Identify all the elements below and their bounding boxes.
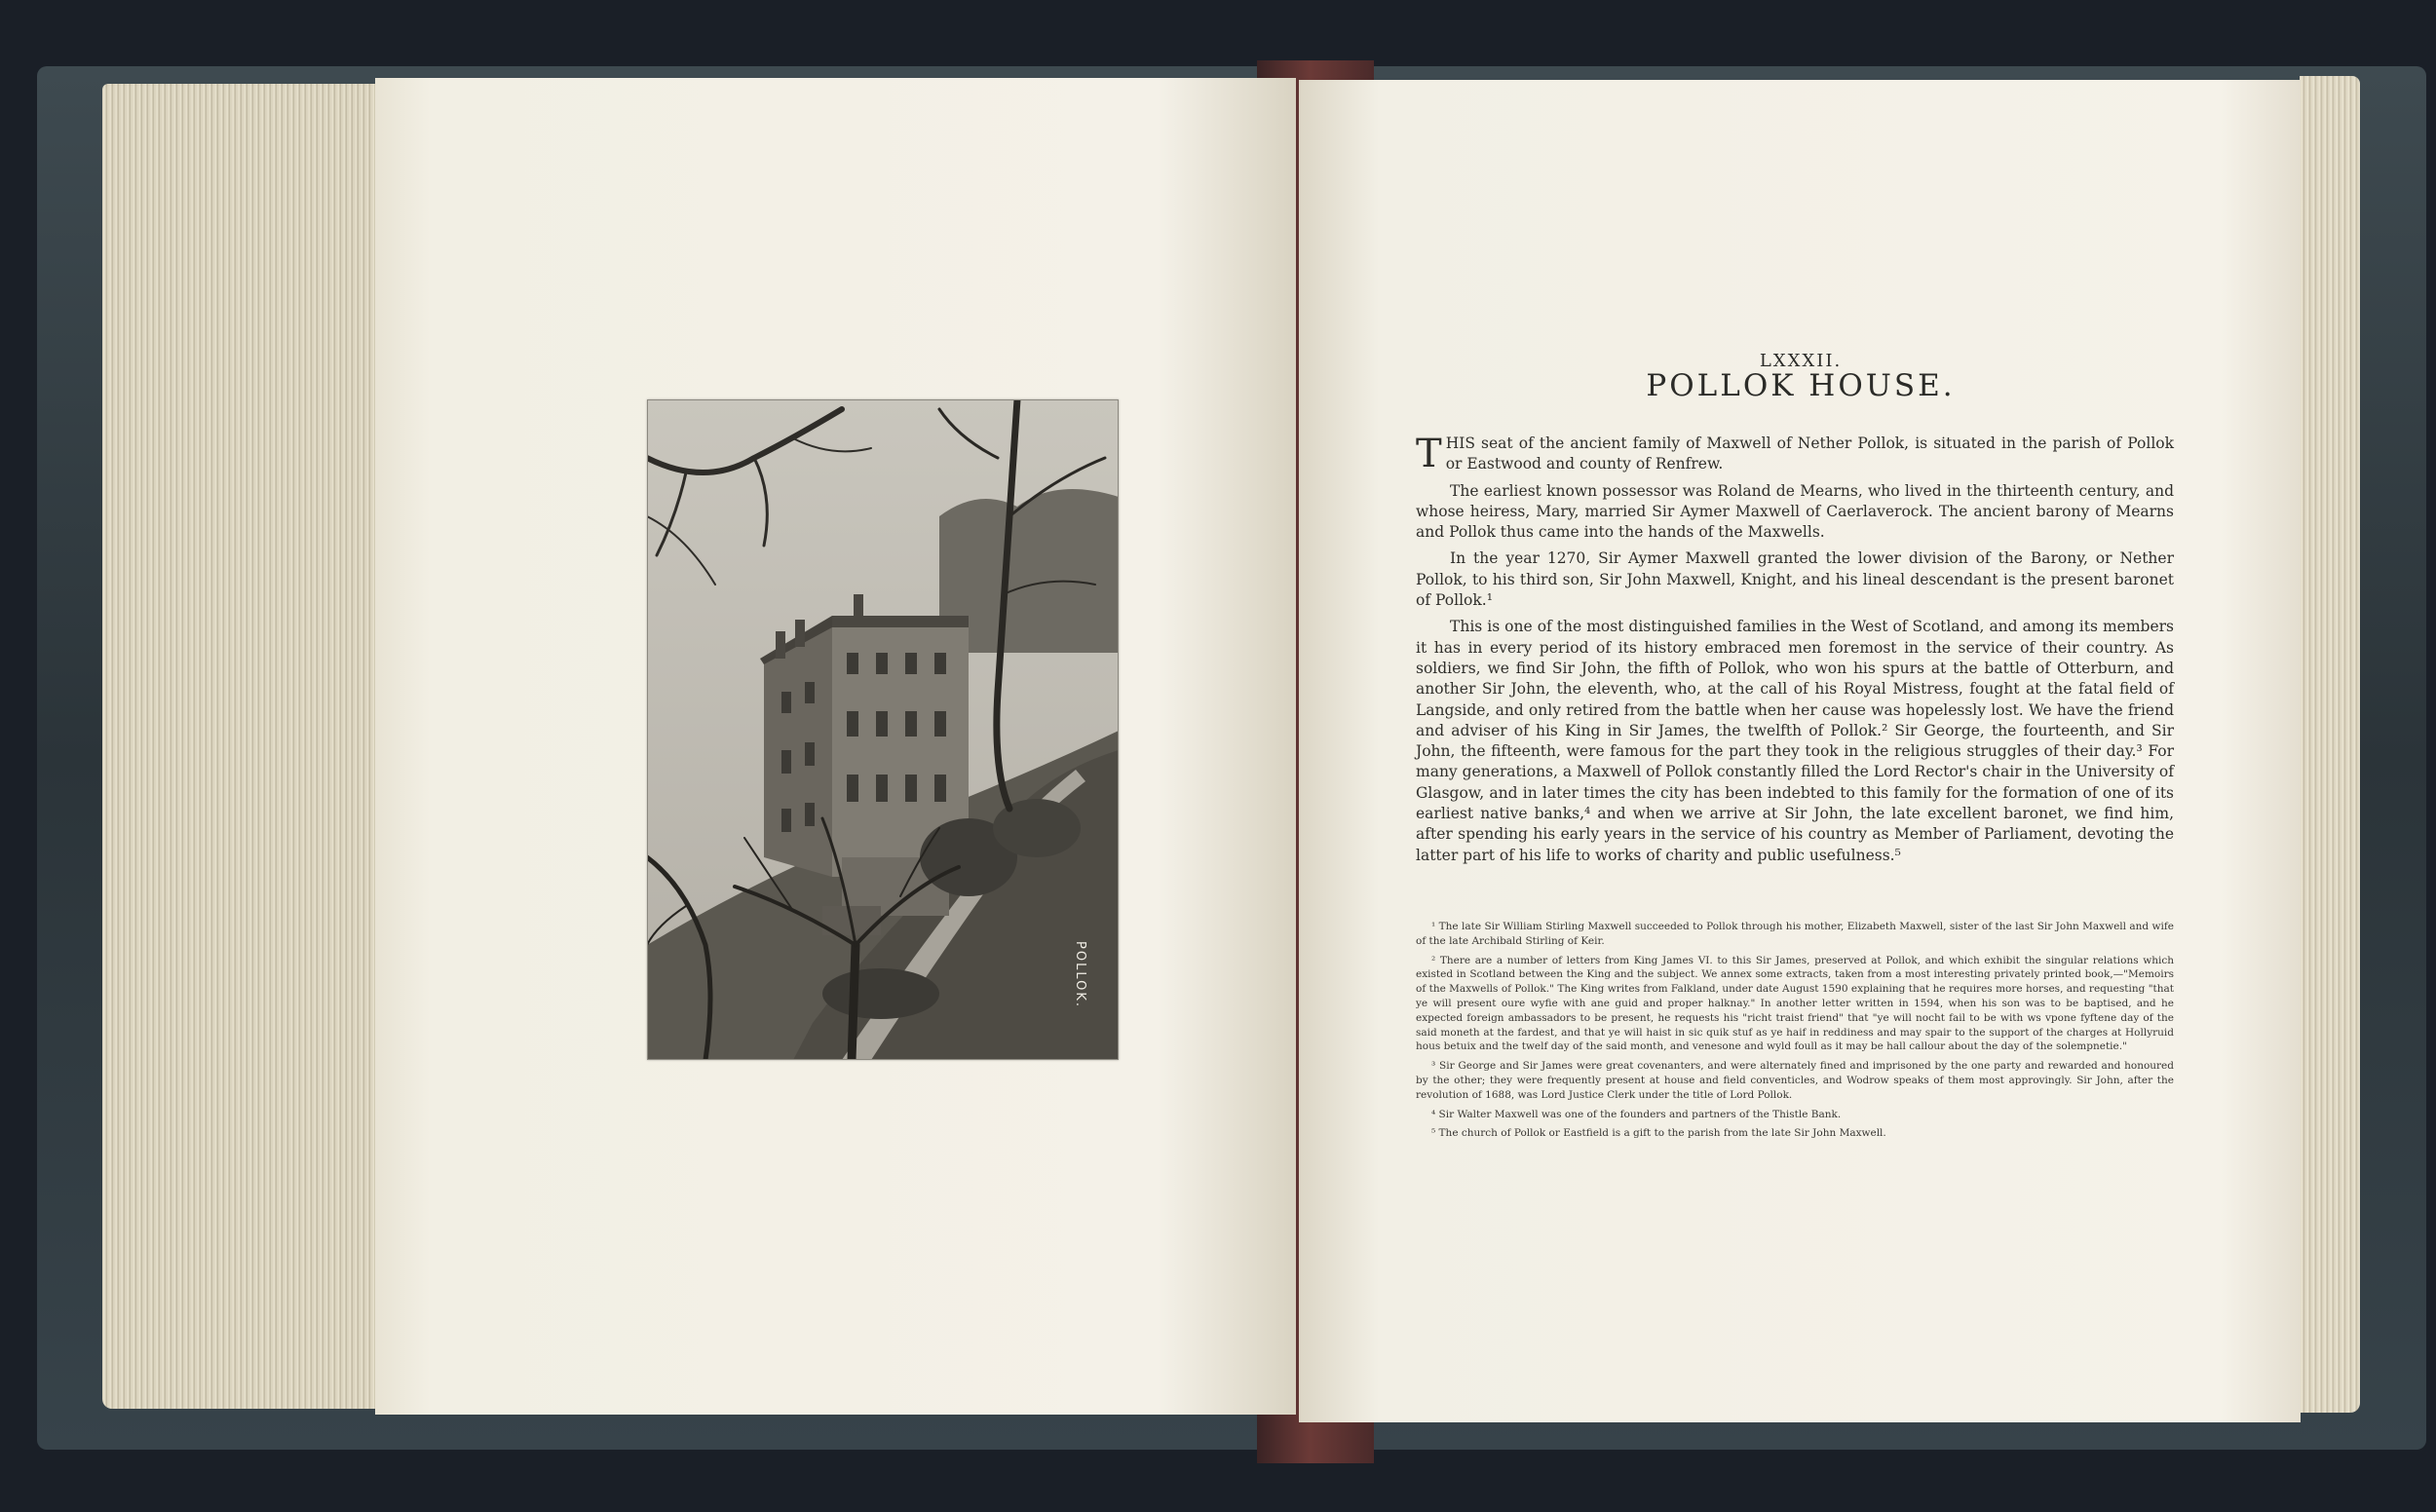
photo-caption: POLLOK.: [1073, 941, 1087, 1008]
body-text: [1416, 434, 2174, 872]
photograph-pollok-house: [647, 399, 1119, 1060]
footnotes: [1416, 920, 2174, 1146]
footnote-4: ⁴ Sir Walter Maxwell was one of the founders and partners of the Thistle Bank.: [1431, 1108, 1842, 1120]
footnote-3: ³ Sir George and Sir James were great covenanters, and were alternately fined and imprisoned by the one party and rewarded and honoured by the other; they were frequently present at house and field conventicles, and Wodrow speaks of them most approvingly. Sir John, after the revolution of 1688, was Lord Justice Clerk under the title of Lord Pollok.: [1416, 1060, 2174, 1101]
right-page-edges: [2300, 76, 2360, 1413]
footnote-5: ⁵ The church of Pollok or Eastfield is a gift to the parish from the late Sir John Maxwell.: [1431, 1127, 1886, 1140]
footnote-1: ¹ The late Sir William Stirling Maxwell succeeded to Pollok through his mother, Elizabeth Maxwell, sister of the last Sir John Maxwell and wife of the late Archibald Stirling of Keir.: [1416, 921, 2174, 947]
footnote-2: ² There are a number of letters from King James VI. to this Sir James, preserved at Pollok, and which exhibit the singular relations which existed in Scotland between the King and the subject. We annex some extracts, taken from a most interesting privately printed book,—"Memoirs of the Maxwells of Pollok." The King writes from Falkland, under date August 1590 explaining that he requires more horses, and requesting "that ye will present oure wyfie with ane guid and proper halknay." In another letter written in 1594, when his son was to be baptised, and he expected foreign ambassadors to be present, he requests his "richt traist friend" that "ye will nocht fail to be with ws vpone fyftene day of the said moneth at the fardest, and that ye will haist in sic quik stuf as ye haif in reddiness and may spair to the support of the charges at Hollyruid hous betuix and the twelf day of the said month, and venesone and wyld foull as it may be hall callour about the day of the solempnetie.": [1416, 954, 2174, 1053]
paragraph-1-text: HIS seat of the ancient family of Maxwell of Nether Pollok, is situated in the parish of Pollok or Eastwood and county of Renfrew.: [1445, 435, 2174, 473]
left-page-edges: [102, 84, 375, 1409]
paragraph-1: [1416, 434, 2174, 475]
paragraph-2: The earliest known possessor was Roland de Mearns, who lived in the thirteenth century, and whose heiress, Mary, married Sir Aymer Maxwell of Caerlaverock. The ancient barony of Mearns and Pollok thus came into the hands of the Maxwells.: [1416, 481, 2174, 542]
photograph-image: [647, 399, 1119, 1060]
page-title: POLLOK HOUSE.: [1646, 368, 1956, 403]
drop-cap: T: [1416, 432, 1442, 476]
paragraph-4: This is one of the most distinguished families in the West of Scotland, and among its members it has in every period of its history embraced men foremost in the service of their country. As soldiers, we find Sir John, the fifth of Pollok, who won his spurs at the battle of Otterburn, and another Sir John, the eleventh, who, at the call of his Royal Mistress, fought at the fatal field of Langside, and only retired from the battle when her cause was hopelessly lost. We have the friend and adviser of his King in Sir James, the twelfth of Pollok.² Sir George, the fourteenth, and Sir John, the fifteenth, were famous for the part they took in the religious struggles of their day.³ For many generations, a Maxwell of Pollok constantly filled the Lord Rector's chair in the University of Glasgow, and in later times the city has been indebted to this family for the formation of one of its earliest native banks,⁴ and when we arrive at Sir John, the late excellent baronet, we find him, after spending his early years in the service of his country as Member of Parliament, devoting the latter part of his life to works of charity and public usefulness.⁵: [1416, 618, 2174, 864]
chapter-number: LXXXII.: [1759, 351, 1843, 371]
paragraph-3: In the year 1270, Sir Aymer Maxwell granted the lower division of the Barony, or Nether Pollok, to his third son, Sir John Maxwell, Knight, and his lineal descendant is the present baronet of Pollok.¹: [1416, 549, 2174, 610]
